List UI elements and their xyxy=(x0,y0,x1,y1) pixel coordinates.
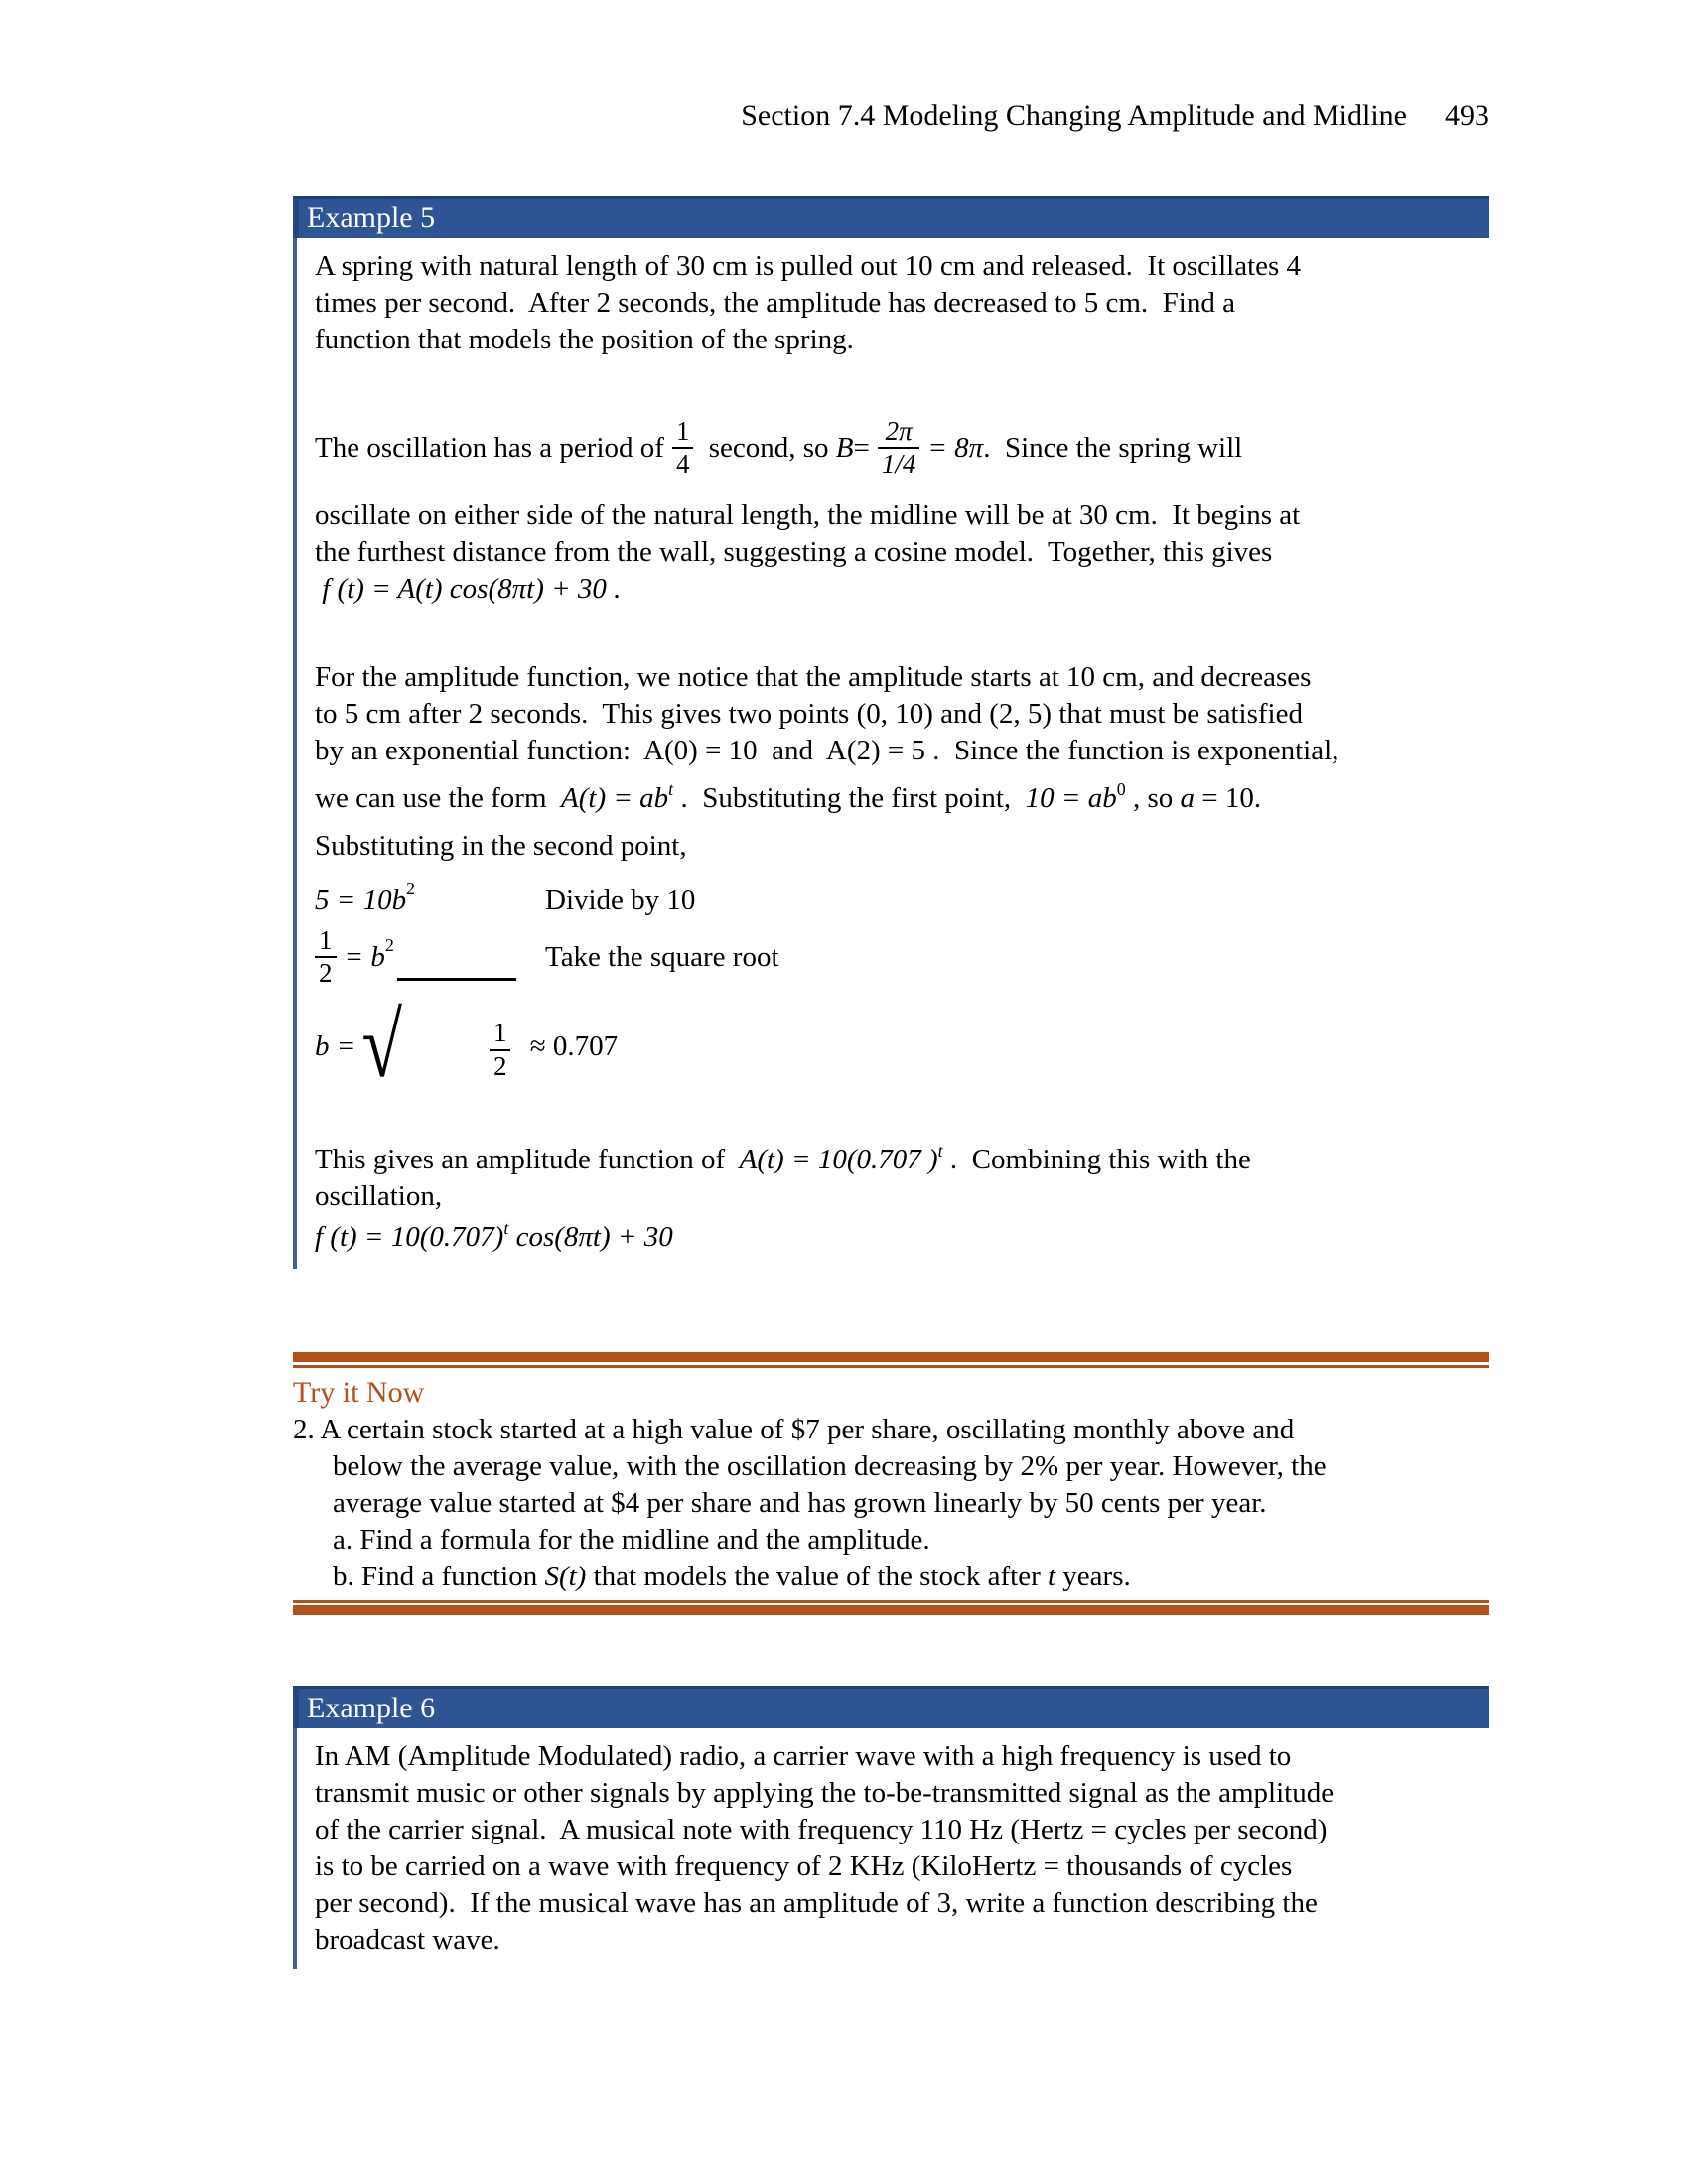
text-segment: This gives an amplitude function of xyxy=(315,1144,740,1175)
math-expression: A(t) = ab xyxy=(561,782,669,814)
math-superscript: t xyxy=(937,1141,943,1160)
page-header xyxy=(0,99,1489,133)
text-segment: . Since the spring will xyxy=(983,431,1243,464)
math-expression: b = xyxy=(315,1029,356,1062)
text-segment: A certain stock started at a high value of $7 per share, oscillating monthly above and xyxy=(320,1414,1295,1445)
model-equation: f (t) = A(t) cos(8πt) + 30 . xyxy=(315,573,622,605)
rule-bottom-thin xyxy=(293,1600,1489,1603)
math-superscript: 0 xyxy=(1116,779,1126,799)
math-variable: a xyxy=(1180,782,1196,814)
text-line: the furthest distance from the wall, suggesting a cosine model. Together, this gives xyxy=(315,536,1273,568)
math-square-root xyxy=(361,978,516,1114)
text-segment: b. Find a function xyxy=(333,1561,545,1592)
exercise-line: average value started at $4 per share and has grown linearly by 50 cents per year. xyxy=(333,1487,1267,1519)
conclusion-line: oscillation, xyxy=(315,1180,443,1212)
problem-line: is to be carried on a wave with frequency of 2 KHz (KiloHertz = thousands of cycles xyxy=(315,1850,1293,1882)
fraction-numerator: 1 xyxy=(492,1018,507,1048)
math-fraction xyxy=(878,416,920,479)
problem-line: transmit music or other signals by applying the to-be-transmitted signal as the amplitude xyxy=(315,1777,1335,1809)
try-it-now-heading: Try it Now xyxy=(293,1376,425,1409)
text-line: For the amplitude function, we notice that the amplitude starts at 10 cm, and decreases xyxy=(315,661,1312,693)
text-segment: . Substituting the first point, xyxy=(673,782,1026,814)
conclusion-line xyxy=(315,1142,1489,1178)
radical-icon: √ xyxy=(361,995,402,1097)
try-it-now-block xyxy=(293,1352,1489,1615)
exercise-line: below the average value, with the oscillation decreasing by 2% per year. However, the xyxy=(333,1450,1327,1482)
form-equation-line xyxy=(315,780,1489,817)
text-line: Substituting in the second point, xyxy=(315,830,687,862)
exercise-subitem-b xyxy=(293,1559,1489,1595)
radicand xyxy=(397,978,517,1114)
text-segment: . Combining this with the xyxy=(942,1144,1251,1175)
work-equation xyxy=(315,879,545,917)
example5-title: Example 5 xyxy=(307,202,436,234)
final-formula xyxy=(315,1215,1489,1259)
work-step-3 xyxy=(315,995,1489,1097)
text-segment: years. xyxy=(1055,1561,1131,1592)
math-superscript: t xyxy=(503,1218,509,1238)
math-superscript: 2 xyxy=(384,934,394,955)
fraction-numerator: 1 xyxy=(319,924,333,955)
math-expression: 5 = 10b xyxy=(315,885,407,916)
fraction-denominator: 2 xyxy=(490,1049,511,1082)
math-fraction xyxy=(490,1018,511,1081)
math-expression: A(t) = 10(0.707 ) xyxy=(739,1144,938,1175)
example5-block xyxy=(293,196,1489,1269)
text-segment: we can use the form xyxy=(315,782,562,814)
math-fraction xyxy=(672,416,694,479)
math-expression: = 8π xyxy=(927,431,984,464)
text-segment: second, so xyxy=(701,431,836,464)
text-segment: that models the value of the stock after xyxy=(586,1561,1048,1592)
problem-line: per second). If the musical wave has an amplitude of 3, write a function describing the xyxy=(315,1887,1318,1919)
problem-line: In AM (Amplitude Modulated) radio, a carrier wave with a high frequency is used to xyxy=(315,1740,1292,1772)
rule-bottom-thick xyxy=(293,1605,1489,1615)
math-expression: cos(8πt) + 30 xyxy=(508,1221,673,1253)
problem-line: broadcast wave. xyxy=(315,1924,500,1956)
period-equation-line xyxy=(315,398,1489,497)
text-line: oscillate on either side of the natural length, the midline will be at 30 cm. It begins at xyxy=(315,499,1301,531)
text-line: to 5 cm after 2 seconds. This gives two points (0, 10) and (2, 5) that must be satisfied xyxy=(315,698,1303,730)
problem-line: times per second. After 2 seconds, the amplitude has decreased to 5 cm. Find a xyxy=(315,287,1235,319)
problem-line: of the carrier signal. A musical note with frequency 110 Hz (Hertz = cycles per second) xyxy=(315,1814,1328,1845)
exercise-subitem-a: a. Find a formula for the midline and the amplitude. xyxy=(333,1524,930,1556)
problem-line: function that models the position of the spring. xyxy=(315,324,854,355)
math-superscript: t xyxy=(668,779,674,799)
example5-body xyxy=(293,238,1489,1269)
item-number: 2. xyxy=(293,1414,321,1445)
fraction-denominator: 2 xyxy=(315,956,337,989)
section-title: Section 7.4 Modeling Changing Amplitude and Midline xyxy=(741,99,1407,132)
math-fraction xyxy=(315,925,337,989)
math-equals: = xyxy=(853,431,870,464)
fraction-numerator: 2π xyxy=(885,415,913,446)
fraction-numerator: 1 xyxy=(675,415,690,446)
work-step-1 xyxy=(315,879,1489,919)
math-variable: B xyxy=(835,431,854,464)
example5-header-bar xyxy=(293,196,1489,238)
text-segment: = 10. xyxy=(1195,782,1262,814)
math-superscript: 2 xyxy=(406,879,416,898)
math-variable: t xyxy=(1047,1561,1056,1592)
text-segment: , so xyxy=(1125,782,1181,814)
text-segment: The oscillation has a period of xyxy=(315,431,664,464)
exercise-line xyxy=(293,1412,1489,1448)
example6-header-bar xyxy=(293,1686,1489,1728)
math-expression: = b xyxy=(344,940,385,973)
fraction-denominator: 1/4 xyxy=(878,447,920,479)
text-line: by an exponential function: A(0) = 10 and A(2) = 5 . Since the function is exponential, xyxy=(315,735,1339,766)
page-number: 493 xyxy=(1445,99,1489,132)
math-expression: 10 = ab xyxy=(1025,782,1117,814)
work-annotation: Take the square root xyxy=(545,940,779,973)
math-expression: S(t) xyxy=(544,1561,587,1592)
work-annotation: Divide by 10 xyxy=(545,885,696,916)
conclusion xyxy=(315,1142,1489,1259)
rule-top-thick xyxy=(293,1352,1489,1362)
fraction-denominator: 4 xyxy=(672,447,694,479)
problem-line: A spring with natural length of 30 cm is pulled out 10 cm and released. It oscillates 4 xyxy=(315,250,1302,282)
example6-body xyxy=(293,1728,1489,1969)
example6-title: Example 6 xyxy=(307,1692,436,1724)
math-approximation: ≈ 0.707 xyxy=(522,1029,619,1062)
math-expression: f (t) = 10(0.707) xyxy=(315,1221,504,1253)
example6-block xyxy=(293,1686,1489,1969)
